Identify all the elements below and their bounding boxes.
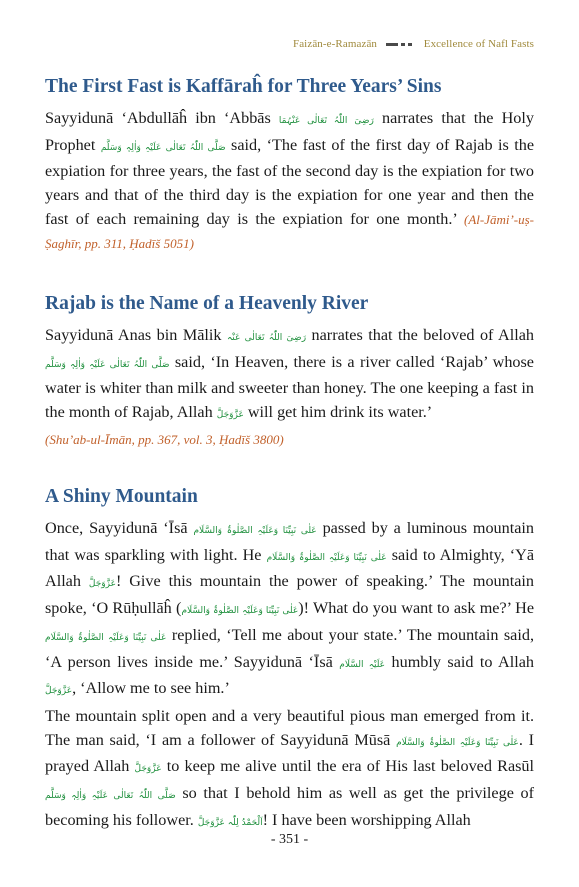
arabic-salutation: صَلَّی اللّٰہُ تَعَالٰی عَلَیْہِ وَاٰلِہٖ وَسَلَّم — [45, 359, 170, 370]
arabic-salutation: عَلٰی نَبِیِّنَا وَعَلَیْہِ الصَّلٰوۃُ وَالسَّلَام — [193, 526, 317, 536]
arabic-praise: اَلْحَمْدُ لِلّٰہ عَزَّوَجَلَّ — [197, 817, 263, 828]
paragraph-shiny-mountain-1 — [45, 517, 534, 704]
header-chapter-title: Excellence of Nafl Fasts — [423, 38, 534, 50]
text: said, ‘In Heaven, there is a river called ‘Rajab’ whose water is whiter than milk and sweeter than honey. The one keeping a fast in the month of Rajab, Allah — [45, 352, 534, 422]
text: said, ‘The fast of the first day of Rajab is the expiation for three years, the fast of the second day is the expiation for two years and that of the third day is the expiation for one year and then the fast of each remaining day is the expiation for one month.’ — [45, 135, 535, 228]
text: narrates that the beloved of Allah — [311, 326, 534, 344]
arabic-honorific: عَزَّوَجَلَّ — [216, 410, 244, 421]
text: ! Give this mountain the power of speaking.’ The mountain spoke, ‘O Rūḥullāĥ ( — [45, 572, 534, 618]
arabic-honorific: عَزَّوَجَلَّ — [88, 579, 116, 590]
paragraph-rajab-river — [45, 324, 534, 452]
running-header — [293, 38, 534, 50]
text: . I prayed Allah — [45, 730, 535, 776]
text: The mountain split open and a very beautiful pious man emerged from it. The man said, ‘I am a follower of Sayyidunā Mūsā — [45, 707, 534, 749]
header-book-title: Faizān-e-Ramazān — [292, 38, 378, 50]
arabic-honorific: عَزَّوَجَلَّ — [45, 686, 73, 697]
arabic-salutation: صَلَّی اللّٰہُ تَعَالٰی عَلَیْہِ وَاٰلِہٖ وَسَلَّم — [100, 142, 226, 153]
paragraph-first-fast — [45, 107, 534, 255]
text: humbly said to Allah — [391, 652, 535, 671]
arabic-salutation: عَلٰی نَبِیِّنَا وَعَلَیْہِ الصَّلٰوۃُ وَالسَّلَام — [45, 632, 167, 643]
text: will get him drink its water.’ — [247, 403, 433, 422]
text: replied, ‘Tell me about your state.’ The mountain said, ‘A person lives inside me.’ Sayyidunā ‘Īsā — [45, 625, 535, 671]
section-heading-shiny-mountain: A Shiny Mountain — [45, 486, 198, 507]
text: narrates that the Holy Prophet — [45, 109, 534, 154]
text: to keep me alive until the era of His last beloved Rasūl — [166, 757, 535, 776]
arabic-honorific: رَضِیَ اللّٰہُ تَعَالٰی عَنْہُمَا — [278, 116, 374, 126]
header-separator — [386, 38, 415, 50]
section-heading-rajab-river: Rajab is the Name of a Heavenly River — [45, 293, 369, 314]
page-number: - 351 - — [270, 832, 309, 847]
section-heading-first-fast: The First Fast is Kaffāraĥ for Three Years’ Sins — [45, 76, 442, 97]
arabic-salutation: عَلٰی نَبِیِّنَا وَعَلَیْہِ الصَّلٰوۃُ وَالسَّلَام — [266, 552, 387, 563]
text: , ‘Allow me to see him.’ — [72, 679, 230, 698]
text: Sayyidunā ‘Abdullāĥ ibn ‘Abbās — [45, 109, 271, 127]
arabic-salutation: عَلَیْہِ السَّلَام — [339, 659, 386, 670]
text: so that I behold him as well as get the privilege of becoming his follower. — [45, 784, 534, 829]
arabic-salutation: عَلٰی نَبِیِّنَا وَعَلَیْہِ الصَّلٰوۃُ وَالسَّلَام — [396, 737, 519, 748]
arabic-salutation: صَلَّی اللّٰہُ تَعَالٰی عَلَیْہِ وَاٰلِہٖ وَسَلَّم — [45, 791, 176, 802]
text: ! I have been worshipping Allah — [262, 810, 471, 829]
arabic-honorific: عَزَّوَجَلَّ — [134, 764, 162, 775]
hadith-reference: (Shu’ab-ul-Īmān, pp. 367, vol. 3, Ḥadīš 3800) — [45, 431, 284, 447]
text: said to Almighty, ‘Yā Allah — [45, 545, 535, 591]
arabic-salutation: عَلٰی نَبِیِّنَا وَعَلَیْہِ الصَّلٰوۃُ وَالسَّلَام — [181, 606, 299, 617]
arabic-honorific: رَضِیَ اللّٰہُ تَعَالٰی عَنْہ — [226, 333, 307, 343]
text: passed by a luminous mountain that was sparkling with light. He — [45, 519, 535, 564]
text: Once, Sayyidunā ‘Īsā — [45, 519, 188, 537]
hadith-reference: (Al-Jāmi’-uṣ-Ṣaghīr, pp. 311, Ḥadīš 5051) — [45, 211, 535, 251]
text: )! What do you want to ask me?’ He — [298, 599, 534, 618]
text: Sayyidunā Anas bin Mālik — [45, 326, 222, 344]
paragraph-shiny-mountain-2 — [45, 705, 534, 836]
